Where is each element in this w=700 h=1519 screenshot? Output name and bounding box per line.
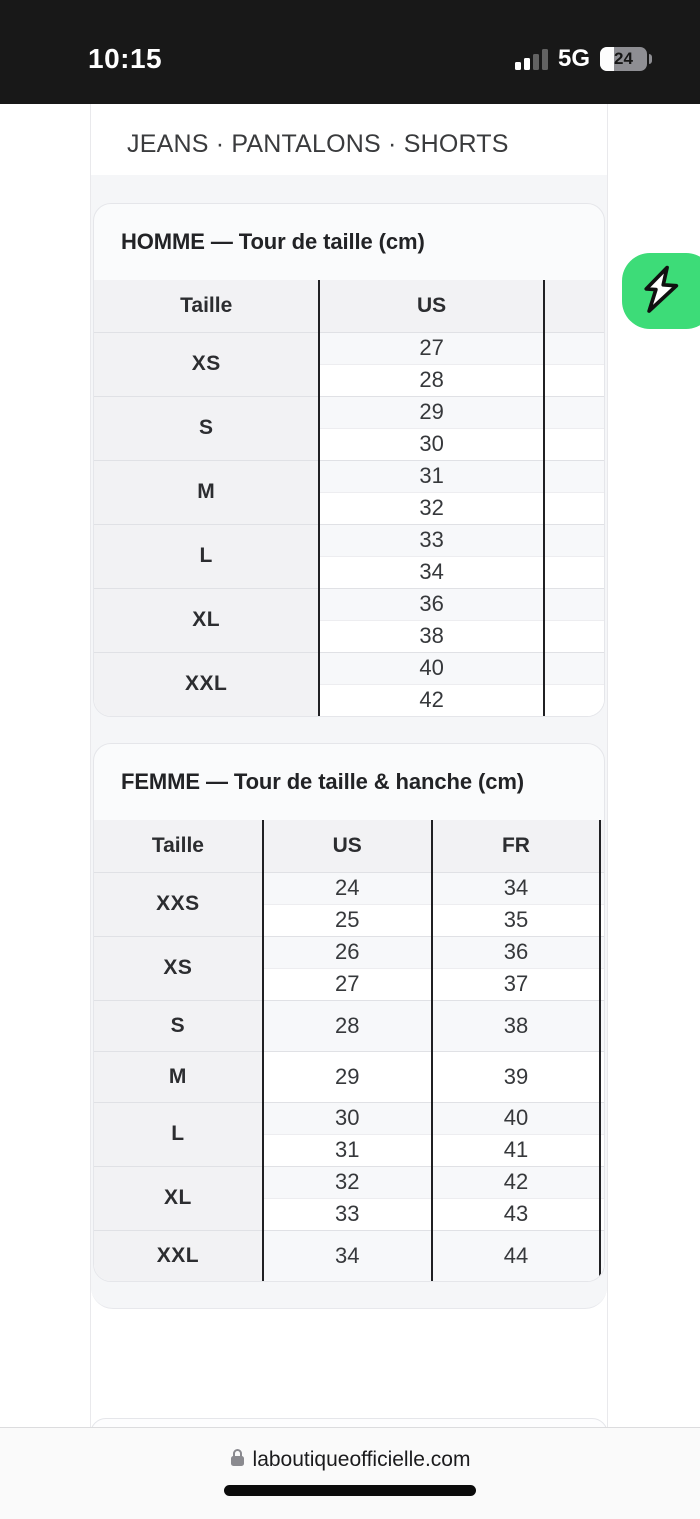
size-value-cell: 26 [263,936,432,968]
size-table-homme [94,280,604,716]
column-header [544,280,604,332]
clock: 10:15 [88,43,163,74]
size-value-cell: 34 [263,1230,432,1281]
empty-cell [600,1102,604,1134]
address-bar[interactable] [230,1448,471,1472]
size-label: XS [94,332,319,396]
page-title: JEANS · PANTALONS · SHORTS [127,130,509,158]
size-value-cell: 42 [432,1166,601,1198]
size-value-cell: 31 [263,1134,432,1166]
size-value-cell: 29 [263,1051,432,1102]
size-value-cell: 34 [432,872,601,904]
table-row [94,936,604,968]
size-label: M [94,460,319,524]
column-header: Taille [94,820,263,872]
column-header: Taille [94,280,319,332]
size-label: XS [94,936,263,1000]
size-value-cell: 44 [432,1230,601,1281]
size-label: S [94,396,319,460]
size-value-cell: 43 [432,1198,601,1230]
size-value-cell: 34 [319,556,543,588]
status-indicators [515,45,652,73]
table-row [94,524,604,556]
size-value-cell: 35 [432,904,601,936]
size-value-cell: 38 [432,1000,601,1051]
empty-cell [544,460,604,492]
size-value-cell: 30 [263,1102,432,1134]
size-value-cell: 33 [263,1198,432,1230]
table-row [94,396,604,428]
size-label: S [94,1000,263,1051]
empty-cell [544,364,604,396]
size-value-cell: 36 [432,936,601,968]
battery-icon [600,47,647,71]
column-header: FR [432,820,601,872]
table-row [94,588,604,620]
size-label: XXL [94,652,319,716]
size-charts-section [91,175,607,1309]
empty-cell [600,1051,604,1102]
lightning-bolt-icon [641,265,683,318]
table-row [94,1230,604,1281]
empty-cell [600,1134,604,1166]
column-header [600,820,604,872]
empty-cell [544,524,604,556]
empty-cell [544,620,604,652]
size-label: XL [94,588,319,652]
size-value-cell: 24 [263,872,432,904]
table-row [94,872,604,904]
size-value-cell: 33 [319,524,543,556]
size-value-cell: 41 [432,1134,601,1166]
empty-cell [544,332,604,364]
table-row [94,1051,604,1102]
size-card-femme-title: FEMME — Tour de taille & hanche (cm) [121,769,525,794]
table-row [94,1102,604,1134]
size-value-cell: 25 [263,904,432,936]
size-value-cell: 38 [319,620,543,652]
column-header: US [319,280,543,332]
size-value-cell: 32 [319,492,543,524]
empty-cell [600,1166,604,1198]
browser-bottom-bar [0,1427,700,1519]
size-value-cell: 27 [319,332,543,364]
empty-cell [600,968,604,1000]
size-value-cell: 31 [319,460,543,492]
battery-percent: 24 [614,49,633,68]
url-domain: laboutiqueofficielle.com [252,1448,471,1471]
size-value-cell: 36 [319,588,543,620]
battery-cap [649,54,652,64]
size-value-cell: 37 [432,968,601,1000]
size-value-cell: 29 [319,396,543,428]
empty-cell [544,684,604,716]
title-block [91,104,607,175]
size-value-cell: 27 [263,968,432,1000]
table-row [94,460,604,492]
size-label: M [94,1051,263,1102]
empty-cell [544,396,604,428]
size-label: L [94,524,319,588]
empty-cell [600,1230,604,1281]
empty-cell [600,936,604,968]
size-value-cell: 32 [263,1166,432,1198]
size-card-homme-title: HOMME — Tour de taille (cm) [121,229,425,254]
table-row [94,332,604,364]
size-label: XL [94,1166,263,1230]
size-label: L [94,1102,263,1166]
status-bar [0,0,700,104]
table-row [94,1166,604,1198]
size-value-cell: 28 [263,1000,432,1051]
size-card-femme [93,743,605,1282]
lock-icon [230,1448,245,1472]
size-value-cell: 30 [319,428,543,460]
empty-cell [600,904,604,936]
empty-cell [544,588,604,620]
empty-cell [544,492,604,524]
empty-cell [600,1000,604,1051]
empty-cell [544,428,604,460]
network-type-label: 5G [557,45,590,72]
size-card-homme [93,203,605,717]
table-row [94,1000,604,1051]
size-label: XXL [94,1230,263,1281]
size-value-cell: 42 [319,684,543,716]
empty-cell [600,872,604,904]
size-value-cell: 39 [432,1051,601,1102]
empty-cell [600,1198,604,1230]
size-value-cell: 28 [319,364,543,396]
size-value-cell: 40 [319,652,543,684]
size-table-femme [94,820,604,1281]
empty-cell [544,652,604,684]
table-row [94,652,604,684]
quick-action-button[interactable] [622,253,700,329]
size-value-cell: 40 [432,1102,601,1134]
empty-cell [544,556,604,588]
home-indicator[interactable] [224,1485,476,1496]
column-header: US [263,820,432,872]
web-page-container [90,104,608,1519]
signal-strength-icon [515,48,548,70]
size-label: XXS [94,872,263,936]
